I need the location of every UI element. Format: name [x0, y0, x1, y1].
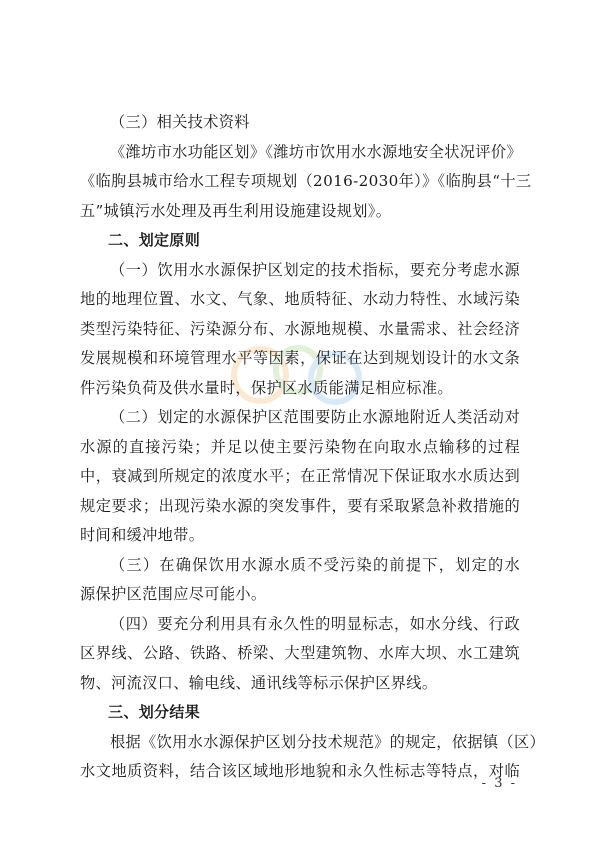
text-line: 中，衰减到所规定的浓度水平；在正常情况下保证取水水质达到 [80, 467, 520, 485]
text-line: 《潍坊市水功能区划》《潍坊市饮用水水源地安全状况评价》 [110, 142, 522, 161]
text-line: 水文地质资料，结合该区域地形地貌和永久性标志等特点，对临 [80, 762, 520, 780]
text-line: 根据《饮用水水源保护区划分技术规范》的规定，依据镇（区） [110, 732, 546, 751]
text-line: （二）划定的水源保护区范围要防止水源地附近人类活动对 [110, 408, 520, 426]
text-line: 类型污染特征、污染源分布、水源地规模、水量需求、社会经济 [80, 319, 520, 338]
text-line: （三）相关技术资料 [110, 113, 250, 131]
page-number: - 3 - [481, 776, 517, 791]
text-line: 件污染负荷及供水量时，保护区水质能满足相应标准。 [80, 378, 453, 397]
text-line: 源保护区范围应尽可能小。 [80, 585, 267, 603]
text-line: 水源的直接污染；并足以使主要污染物在向取水点输移的过程 [80, 437, 520, 456]
section-heading: 二、划定原则 [108, 231, 201, 249]
text-line: 发展规模和环境管理水平等因素，保证在达到规划设计的水文条 [80, 349, 520, 367]
text-line: 时间和缓冲地带。 [80, 526, 205, 544]
text-line: 规定要求；出现污染水源的突发事件，要有采取紧急补救措施的 [80, 496, 520, 515]
text-line: （四）要充分利用具有永久性的明显标志，如水分线、行政 [110, 614, 520, 633]
text-line: 五”城镇污水处理及再生利用设施建设规划》。 [80, 201, 392, 220]
text-line: 地的地理位置、水文、气象、地质特征、水动力特性、水域污染 [80, 290, 520, 308]
section-heading: 三、划分结果 [108, 703, 201, 721]
text-line: 区界线、公路、铁路、桥梁、大型建筑物、水库大坝、水工建筑 [80, 644, 520, 662]
text-line: 物、河流汊口、输电线、通讯线等标示保护区界线。 [80, 673, 438, 692]
text-line: （一）饮用水水源保护区划定的技术指标，要充分考虑水源 [110, 260, 520, 279]
text-line: （三）在确保饮用水源水质不受污染的前提下，划定的水 [110, 555, 520, 574]
document-body [80, 108, 546, 787]
text-line: 《临朐县城市给水工程专项规划（2016-2030年）》《临朐县“十三 [80, 172, 532, 190]
